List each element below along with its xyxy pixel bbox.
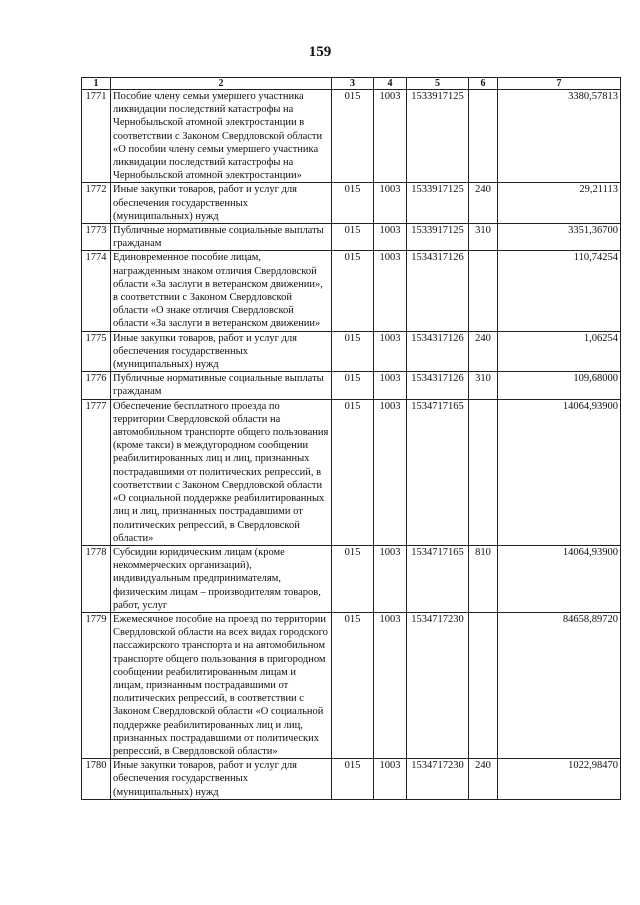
row-amount: 109,68000 xyxy=(498,372,621,399)
row-section-code: 1003 xyxy=(374,331,407,372)
row-admin-code: 015 xyxy=(332,759,374,800)
row-amount: 1,06254 xyxy=(498,331,621,372)
row-amount: 14064,93900 xyxy=(498,399,621,545)
row-section-code: 1003 xyxy=(374,399,407,545)
row-number: 1771 xyxy=(82,90,111,183)
row-number: 1775 xyxy=(82,331,111,372)
table-row xyxy=(82,759,621,800)
row-target-code: 1534717165 xyxy=(407,399,469,545)
row-admin-code: 015 xyxy=(332,612,374,758)
row-section-code: 1003 xyxy=(374,183,407,224)
row-expense-type: 310 xyxy=(469,372,498,399)
row-target-code: 1533917125 xyxy=(407,224,469,251)
table-row xyxy=(82,183,621,224)
row-section-code: 1003 xyxy=(374,372,407,399)
row-expense-type: 310 xyxy=(469,224,498,251)
row-number: 1778 xyxy=(82,545,111,612)
row-expense-type xyxy=(469,90,498,183)
table-row xyxy=(82,331,621,372)
row-expense-type xyxy=(469,399,498,545)
row-admin-code: 015 xyxy=(332,545,374,612)
table-row xyxy=(82,545,621,612)
table-row xyxy=(82,399,621,545)
row-section-code: 1003 xyxy=(374,224,407,251)
row-name: Ежемесячное пособие на проезд по территории Свердловской области на всех видах городского пассажирского транспорта и на автомобильном транспорте общего пользования в пригородном сообщении реабилитированным лицам и лицам, признанным пострадавшими от политических репрессий, в соответствии с Законом Свердловской области «О социальной поддержке реабилитированных лиц и лиц, признанных пострадавшими от политических репрессий, в Свердловской области» xyxy=(111,612,332,758)
row-number: 1779 xyxy=(82,612,111,758)
row-number: 1774 xyxy=(82,251,111,331)
row-target-code: 1534317126 xyxy=(407,331,469,372)
col-header-2: 2 xyxy=(111,78,332,90)
row-name: Иные закупки товаров, работ и услуг для обеспечения государственных (муниципальных) нужд xyxy=(111,331,332,372)
row-amount: 110,74254 xyxy=(498,251,621,331)
row-number: 1780 xyxy=(82,759,111,800)
row-section-code: 1003 xyxy=(374,545,407,612)
row-name: Иные закупки товаров, работ и услуг для обеспечения государственных (муниципальных) нужд xyxy=(111,759,332,800)
row-admin-code: 015 xyxy=(332,331,374,372)
row-admin-code: 015 xyxy=(332,183,374,224)
row-amount: 14064,93900 xyxy=(498,545,621,612)
row-expense-type: 240 xyxy=(469,183,498,224)
row-expense-type: 240 xyxy=(469,331,498,372)
row-section-code: 1003 xyxy=(374,90,407,183)
row-target-code: 1533917125 xyxy=(407,183,469,224)
row-section-code: 1003 xyxy=(374,759,407,800)
row-target-code: 1534717165 xyxy=(407,545,469,612)
row-number: 1772 xyxy=(82,183,111,224)
col-header-3: 3 xyxy=(332,78,374,90)
row-section-code: 1003 xyxy=(374,251,407,331)
row-section-code: 1003 xyxy=(374,612,407,758)
row-name: Обеспечение бесплатного проезда по территории Свердловской области на автомобильном транспорте общего пользования (кроме такси) в междугородном сообщении реабилитированных лиц и лиц, признанных пострадавшими от политических репрессий, в соответствии с Законом Свердловской области «О социальной поддержке реабилитированных лиц и лиц, признанных пострадавшими от политических репрессий, в Свердловской области» xyxy=(111,399,332,545)
col-header-7: 7 xyxy=(498,78,621,90)
row-number: 1773 xyxy=(82,224,111,251)
row-number: 1776 xyxy=(82,372,111,399)
row-name: Публичные нормативные социальные выплаты гражданам xyxy=(111,372,332,399)
row-name: Пособие члену семьи умершего участника ликвидации последствий катастрофы на Чернобыльской атомной электростанции в соответствии с Законом Свердловской области «О пособии члену семьи умершего участника ликвидации последствий катастрофы на Чернобыльской атомной электростанции» xyxy=(111,90,332,183)
row-name: Единовременное пособие лицам, награжденным знаком отличия Свердловской области «За заслуги в ветеранском движении», в соответствии с Законом Свердловской области «О знаке отличия Свердловской области «За заслуги в ветеранском движении» xyxy=(111,251,332,331)
table-row xyxy=(82,612,621,758)
row-amount: 84658,89720 xyxy=(498,612,621,758)
col-header-6: 6 xyxy=(469,78,498,90)
table-row xyxy=(82,251,621,331)
row-target-code: 1533917125 xyxy=(407,90,469,183)
row-admin-code: 015 xyxy=(332,372,374,399)
row-amount: 1022,98470 xyxy=(498,759,621,800)
row-amount: 3380,57813 xyxy=(498,90,621,183)
row-admin-code: 015 xyxy=(332,251,374,331)
row-expense-type xyxy=(469,612,498,758)
page-number: 159 xyxy=(308,44,332,60)
row-expense-type xyxy=(469,251,498,331)
row-amount: 29,21113 xyxy=(498,183,621,224)
table-row xyxy=(82,224,621,251)
col-header-5: 5 xyxy=(407,78,469,90)
row-expense-type: 240 xyxy=(469,759,498,800)
row-name: Субсидии юридическим лицам (кроме некоммерческих организаций), индивидуальным предпринимателям, физическим лицам – производителям товаров, работ, услуг xyxy=(111,545,332,612)
row-expense-type: 810 xyxy=(469,545,498,612)
table-row xyxy=(82,90,621,183)
col-header-1: 1 xyxy=(82,78,111,90)
row-name: Иные закупки товаров, работ и услуг для обеспечения государственных (муниципальных) нужд xyxy=(111,183,332,224)
budget-table xyxy=(81,77,621,800)
table-row xyxy=(82,372,621,399)
col-header-4: 4 xyxy=(374,78,407,90)
header-row xyxy=(82,78,621,90)
row-target-code: 1534317126 xyxy=(407,251,469,331)
row-target-code: 1534717230 xyxy=(407,612,469,758)
row-name: Публичные нормативные социальные выплаты гражданам xyxy=(111,224,332,251)
row-admin-code: 015 xyxy=(332,224,374,251)
row-target-code: 1534717230 xyxy=(407,759,469,800)
row-number: 1777 xyxy=(82,399,111,545)
row-admin-code: 015 xyxy=(332,399,374,545)
row-admin-code: 015 xyxy=(332,90,374,183)
row-amount: 3351,36700 xyxy=(498,224,621,251)
row-target-code: 1534317126 xyxy=(407,372,469,399)
